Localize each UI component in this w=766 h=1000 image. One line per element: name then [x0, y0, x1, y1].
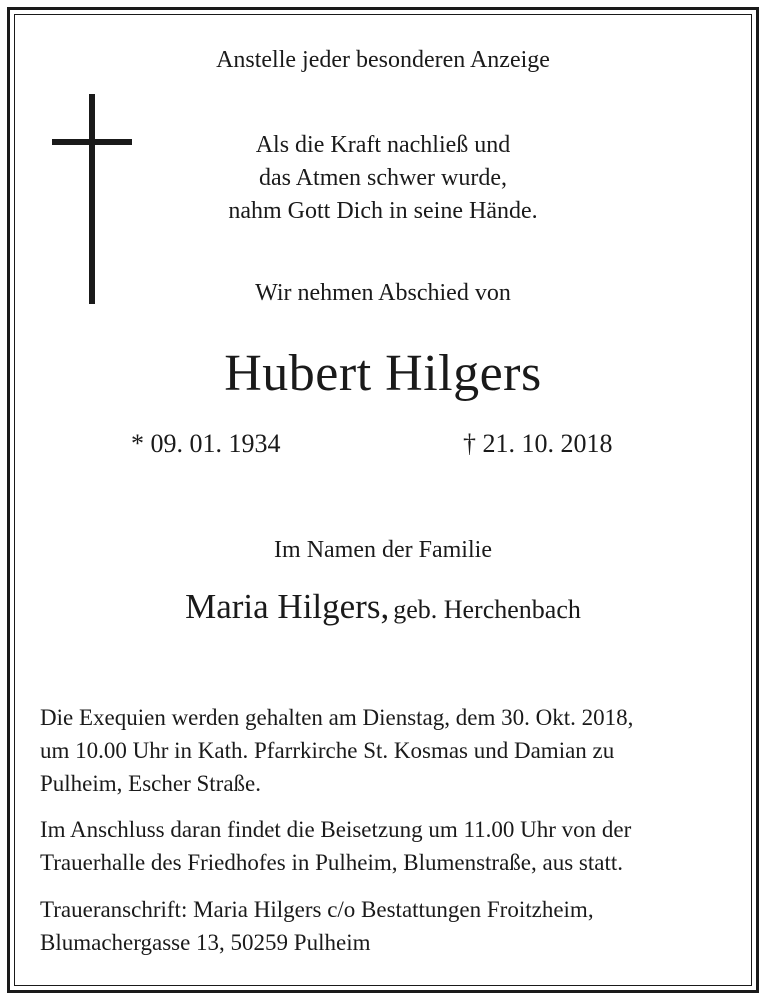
service-line: Die Exequien werden gehalten am Dienstag, dem 30. Okt. 2018,: [40, 705, 634, 730]
cross-horizontal-bar: [52, 139, 132, 145]
birth-date: * 09. 01. 1934: [131, 429, 281, 458]
service-paragraph: [40, 701, 740, 800]
memorial-verse: [145, 129, 621, 228]
cross-vertical-bar: [89, 94, 95, 304]
burial-line: Im Anschluss daran findet die Beisetzung um 11.00 Uhr von der: [40, 817, 632, 842]
burial-paragraph: [40, 813, 740, 879]
verse-line: nahm Gott Dich in seine Hände.: [228, 198, 538, 224]
death-date: † 21. 10. 2018: [463, 429, 613, 458]
notice-header: Anstelle jeder besonderen Anzeige: [216, 47, 550, 73]
farewell-text: Wir nehmen Abschied von: [255, 280, 511, 306]
family-intro: Im Namen der Familie: [274, 537, 492, 563]
verse-line: das Atmen schwer wurde,: [259, 165, 507, 191]
deceased-name: Hubert Hilgers: [224, 345, 542, 402]
mourner-name: Maria Hilgers,: [185, 587, 390, 626]
mourner-line: [0, 587, 766, 634]
address-line: Blumachergasse 13, 50259 Pulheim: [40, 930, 371, 955]
service-line: Pulheim, Escher Straße.: [40, 771, 262, 796]
address-line: Traueranschrift: Maria Hilgers c/o Bestattungen Froitzheim,: [40, 897, 594, 922]
mourner-maiden-name: geb. Herchenbach: [393, 595, 581, 624]
address-paragraph: [40, 893, 740, 959]
service-line: um 10.00 Uhr in Kath. Pfarrkirche St. Kosmas und Damian zu: [40, 738, 615, 763]
verse-line: Als die Kraft nachließ und: [255, 132, 511, 158]
burial-line: Trauerhalle des Friedhofes in Pulheim, Blumenstraße, aus statt.: [40, 850, 623, 875]
